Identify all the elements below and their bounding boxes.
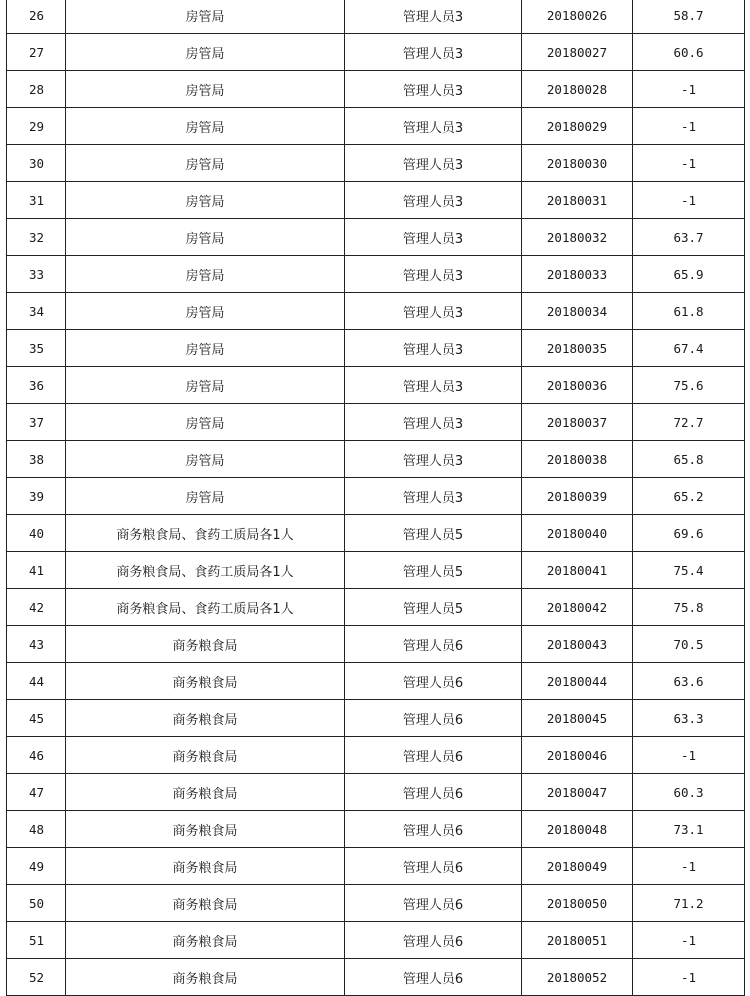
unit-cell: 房管局: [66, 219, 345, 256]
unit-cell: 房管局: [66, 0, 345, 34]
unit-cell: 房管局: [66, 330, 345, 367]
score-cell: 75.6: [633, 367, 745, 404]
exam-id-cell: 20180050: [522, 885, 633, 922]
exam-id-cell: 20180030: [522, 145, 633, 182]
row-number-cell: 45: [7, 700, 66, 737]
score-cell: 69.6: [633, 515, 745, 552]
score-cell: 63.7: [633, 219, 745, 256]
table-row: [7, 478, 745, 515]
position-cell: 管理人员5: [345, 589, 522, 626]
score-cell: -1: [633, 922, 745, 959]
unit-cell: 房管局: [66, 293, 345, 330]
position-cell: 管理人员3: [345, 367, 522, 404]
unit-cell: 商务粮食局: [66, 626, 345, 663]
position-cell: 管理人员6: [345, 774, 522, 811]
exam-id-cell: 20180029: [522, 108, 633, 145]
table-row: [7, 737, 745, 774]
position-cell: 管理人员6: [345, 663, 522, 700]
exam-id-cell: 20180041: [522, 552, 633, 589]
row-number-cell: 27: [7, 34, 66, 71]
row-number-cell: 33: [7, 256, 66, 293]
row-number-cell: 44: [7, 663, 66, 700]
score-cell: 75.8: [633, 589, 745, 626]
position-cell: 管理人员5: [345, 515, 522, 552]
table-row: [7, 108, 745, 145]
exam-id-cell: 20180052: [522, 959, 633, 996]
table-row: [7, 256, 745, 293]
unit-cell: 商务粮食局: [66, 774, 345, 811]
table-row: [7, 293, 745, 330]
position-cell: 管理人员6: [345, 811, 522, 848]
row-number-cell: 51: [7, 922, 66, 959]
score-cell: 63.6: [633, 663, 745, 700]
exam-id-cell: 20180047: [522, 774, 633, 811]
unit-cell: 房管局: [66, 34, 345, 71]
position-cell: 管理人员3: [345, 256, 522, 293]
table-row: [7, 367, 745, 404]
exam-id-cell: 20180036: [522, 367, 633, 404]
exam-id-cell: 20180032: [522, 219, 633, 256]
table-row: [7, 34, 745, 71]
score-cell: -1: [633, 737, 745, 774]
exam-id-cell: 20180049: [522, 848, 633, 885]
score-cell: 60.3: [633, 774, 745, 811]
score-cell: 58.7: [633, 0, 745, 34]
score-cell: -1: [633, 71, 745, 108]
row-number-cell: 30: [7, 145, 66, 182]
position-cell: 管理人员6: [345, 885, 522, 922]
row-number-cell: 36: [7, 367, 66, 404]
exam-id-cell: 20180037: [522, 404, 633, 441]
row-number-cell: 26: [7, 0, 66, 34]
score-cell: -1: [633, 848, 745, 885]
exam-id-cell: 20180031: [522, 182, 633, 219]
score-cell: 65.9: [633, 256, 745, 293]
exam-id-cell: 20180028: [522, 71, 633, 108]
row-number-cell: 32: [7, 219, 66, 256]
score-cell: -1: [633, 108, 745, 145]
score-cell: 67.4: [633, 330, 745, 367]
position-cell: 管理人员6: [345, 848, 522, 885]
row-number-cell: 50: [7, 885, 66, 922]
table-row: [7, 774, 745, 811]
unit-cell: 商务粮食局: [66, 811, 345, 848]
table-row: [7, 922, 745, 959]
score-cell: 65.2: [633, 478, 745, 515]
position-cell: 管理人员6: [345, 922, 522, 959]
exam-id-cell: 20180039: [522, 478, 633, 515]
table-row: [7, 848, 745, 885]
exam-id-cell: 20180042: [522, 589, 633, 626]
position-cell: 管理人员3: [345, 34, 522, 71]
score-cell: -1: [633, 182, 745, 219]
unit-cell: 房管局: [66, 478, 345, 515]
table-row: [7, 700, 745, 737]
unit-cell: 商务粮食局: [66, 922, 345, 959]
table-row: [7, 441, 745, 478]
exam-id-cell: 20180034: [522, 293, 633, 330]
row-number-cell: 29: [7, 108, 66, 145]
unit-cell: 房管局: [66, 404, 345, 441]
table-row: [7, 182, 745, 219]
exam-id-cell: 20180026: [522, 0, 633, 34]
unit-cell: 商务粮食局: [66, 885, 345, 922]
table-row: [7, 71, 745, 108]
position-cell: 管理人员6: [345, 959, 522, 996]
position-cell: 管理人员6: [345, 700, 522, 737]
exam-id-cell: 20180035: [522, 330, 633, 367]
position-cell: 管理人员3: [345, 330, 522, 367]
table-row: [7, 0, 745, 34]
unit-cell: 商务粮食局、食药工质局各1人: [66, 589, 345, 626]
score-cell: 71.2: [633, 885, 745, 922]
table-row: [7, 145, 745, 182]
position-cell: 管理人员3: [345, 404, 522, 441]
position-cell: 管理人员3: [345, 219, 522, 256]
unit-cell: 房管局: [66, 71, 345, 108]
row-number-cell: 28: [7, 71, 66, 108]
row-number-cell: 48: [7, 811, 66, 848]
exam-id-cell: 20180046: [522, 737, 633, 774]
exam-id-cell: 20180033: [522, 256, 633, 293]
score-cell: 70.5: [633, 626, 745, 663]
row-number-cell: 34: [7, 293, 66, 330]
unit-cell: 房管局: [66, 367, 345, 404]
table-row: [7, 811, 745, 848]
exam-id-cell: 20180044: [522, 663, 633, 700]
unit-cell: 房管局: [66, 145, 345, 182]
position-cell: 管理人员3: [345, 293, 522, 330]
table-row: [7, 219, 745, 256]
row-number-cell: 40: [7, 515, 66, 552]
unit-cell: 商务粮食局、食药工质局各1人: [66, 515, 345, 552]
table-row: [7, 552, 745, 589]
position-cell: 管理人员5: [345, 552, 522, 589]
table-body: [7, 0, 745, 996]
row-number-cell: 31: [7, 182, 66, 219]
table-row: [7, 404, 745, 441]
unit-cell: 商务粮食局、食药工质局各1人: [66, 552, 345, 589]
score-cell: 75.4: [633, 552, 745, 589]
exam-id-cell: 20180027: [522, 34, 633, 71]
table-row: [7, 515, 745, 552]
score-cell: -1: [633, 145, 745, 182]
unit-cell: 商务粮食局: [66, 848, 345, 885]
position-cell: 管理人员3: [345, 0, 522, 34]
table-row: [7, 330, 745, 367]
position-cell: 管理人员3: [345, 71, 522, 108]
score-cell: 63.3: [633, 700, 745, 737]
exam-id-cell: 20180040: [522, 515, 633, 552]
exam-id-cell: 20180045: [522, 700, 633, 737]
unit-cell: 商务粮食局: [66, 663, 345, 700]
unit-cell: 房管局: [66, 108, 345, 145]
row-number-cell: 39: [7, 478, 66, 515]
position-cell: 管理人员6: [345, 626, 522, 663]
position-cell: 管理人员3: [345, 182, 522, 219]
unit-cell: 商务粮食局: [66, 959, 345, 996]
position-cell: 管理人员3: [345, 478, 522, 515]
unit-cell: 房管局: [66, 441, 345, 478]
row-number-cell: 42: [7, 589, 66, 626]
table-row: [7, 589, 745, 626]
score-cell: 65.8: [633, 441, 745, 478]
row-number-cell: 52: [7, 959, 66, 996]
row-number-cell: 35: [7, 330, 66, 367]
position-cell: 管理人员3: [345, 145, 522, 182]
score-cell: 72.7: [633, 404, 745, 441]
unit-cell: 房管局: [66, 182, 345, 219]
table-row: [7, 959, 745, 996]
row-number-cell: 49: [7, 848, 66, 885]
exam-id-cell: 20180048: [522, 811, 633, 848]
score-cell: 61.8: [633, 293, 745, 330]
score-table: [6, 0, 745, 996]
row-number-cell: 43: [7, 626, 66, 663]
unit-cell: 商务粮食局: [66, 737, 345, 774]
row-number-cell: 37: [7, 404, 66, 441]
position-cell: 管理人员3: [345, 441, 522, 478]
unit-cell: 房管局: [66, 256, 345, 293]
score-cell: 60.6: [633, 34, 745, 71]
table-row: [7, 885, 745, 922]
position-cell: 管理人员3: [345, 108, 522, 145]
exam-id-cell: 20180043: [522, 626, 633, 663]
exam-id-cell: 20180038: [522, 441, 633, 478]
position-cell: 管理人员6: [345, 737, 522, 774]
row-number-cell: 38: [7, 441, 66, 478]
score-cell: -1: [633, 959, 745, 996]
score-cell: 73.1: [633, 811, 745, 848]
row-number-cell: 46: [7, 737, 66, 774]
table-row: [7, 626, 745, 663]
table-row: [7, 663, 745, 700]
row-number-cell: 41: [7, 552, 66, 589]
row-number-cell: 47: [7, 774, 66, 811]
unit-cell: 商务粮食局: [66, 700, 345, 737]
exam-id-cell: 20180051: [522, 922, 633, 959]
